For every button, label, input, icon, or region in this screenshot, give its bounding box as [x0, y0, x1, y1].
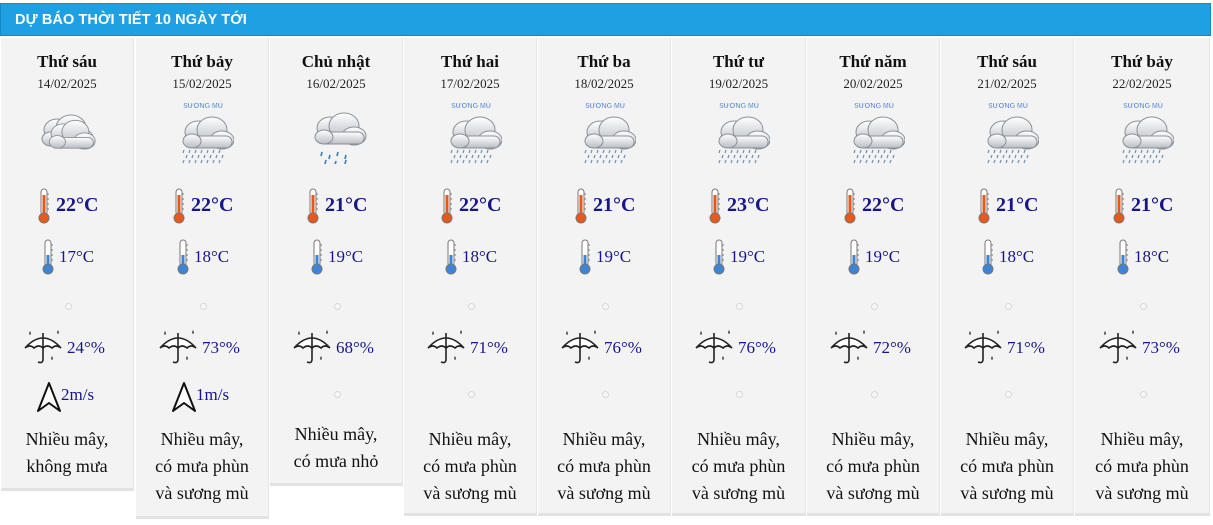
low-temp: 19°C [730, 247, 766, 266]
rain-chance: 76°% [738, 338, 776, 357]
description-line: Nhiều mây, [965, 429, 1049, 449]
separator-dot [736, 303, 743, 310]
day-column [807, 38, 940, 516]
separator-dot [1005, 303, 1012, 310]
umbrella-icon [962, 328, 1004, 366]
wind-speed: 2m/s [61, 385, 95, 404]
day-column [538, 38, 671, 516]
umbrella-icon [693, 328, 735, 366]
separator-dot [200, 303, 207, 310]
svg-text:SƯƠNG MÙ: SƯƠNG MÙ [1123, 103, 1163, 110]
description-line: có mưa phùn [155, 456, 249, 476]
day-date: 14/02/2025 [37, 76, 97, 91]
description-line: Nhiều mây, [428, 429, 512, 449]
separator-dot [468, 303, 475, 310]
rain-chance: 24°% [67, 338, 105, 357]
description-line: có mưa phùn [691, 456, 786, 476]
description-line: và sương mù [826, 483, 920, 503]
cloudy-icon [37, 100, 99, 164]
drizzle-fog-icon [440, 100, 502, 164]
day-name: Thứ hai [441, 52, 499, 71]
day-name: Thứ bảy [171, 52, 233, 71]
rain-chance: 73°% [202, 338, 240, 357]
description-line: có mưa phùn [557, 456, 651, 476]
day-name: Thứ tư [712, 52, 765, 71]
high-temp: 22°C [459, 194, 502, 216]
thermometer-low-icon [311, 239, 323, 275]
high-temp: 22°C [191, 194, 234, 216]
umbrella-icon [291, 328, 333, 366]
description-line: có mưa phùn [960, 456, 1054, 476]
description-line: và sương mù [557, 483, 651, 503]
low-temp: 18°C [1134, 247, 1170, 266]
thermometer-low-icon [982, 239, 994, 275]
umbrella-icon [22, 328, 64, 366]
drizzle-fog-icon [172, 100, 234, 164]
high-temp: 23°C [727, 194, 770, 216]
day-column [1, 38, 134, 491]
thermometer-low-icon [848, 239, 860, 275]
day-column [1075, 38, 1210, 516]
day-name: Thứ năm [839, 52, 907, 71]
description-line: có mưa phùn [423, 456, 517, 476]
separator-dot [871, 391, 878, 398]
day-date: 15/02/2025 [172, 76, 232, 91]
thermometer-low-icon [579, 239, 591, 275]
low-temp: 18°C [194, 247, 230, 266]
thermometer-high-icon [1113, 188, 1125, 224]
umbrella-icon [157, 328, 199, 366]
thermometer-low-icon [42, 239, 54, 275]
description-line: Nhiều mây, [697, 429, 780, 449]
low-temp: 19°C [328, 247, 364, 266]
umbrella-icon [425, 328, 467, 366]
thermometer-high-icon [978, 188, 990, 224]
thermometer-high-icon [575, 188, 587, 224]
high-temp: 21°C [325, 194, 368, 216]
thermometer-low-icon [445, 239, 457, 275]
low-temp: 18°C [999, 247, 1035, 266]
thermometer-low-icon [713, 239, 725, 275]
rain-chance: 71°% [1007, 338, 1045, 357]
rain-chance: 72°% [873, 338, 911, 357]
day-column [136, 38, 269, 519]
wind-arrow-icon [171, 381, 197, 413]
day-date: 20/02/2025 [843, 76, 903, 91]
day-column [404, 38, 537, 516]
low-temp: 19°C [865, 247, 901, 266]
low-temp: 19°C [596, 247, 632, 266]
rain-chance: 68°% [336, 338, 374, 357]
forecast-days [1, 38, 1211, 525]
description-line: không mưa [26, 456, 108, 476]
separator-dot [468, 391, 475, 398]
day-date: 18/02/2025 [574, 76, 634, 91]
drizzle-fog-icon [1112, 100, 1174, 164]
description-line: Nhiều mây, [831, 429, 915, 449]
description-line: có mưa phùn [1095, 456, 1189, 476]
day-column [672, 38, 806, 516]
day-column [941, 38, 1074, 516]
umbrella-icon [828, 328, 870, 366]
svg-text:SƯƠNG MÙ: SƯƠNG MÙ [451, 103, 491, 110]
description-line: Nhiều mây, [1100, 429, 1184, 449]
high-temp: 21°C [996, 194, 1039, 216]
description-line: và sương mù [691, 483, 786, 503]
description-line: Nhiều mây, [294, 424, 378, 444]
day-name: Thứ sáu [977, 52, 1037, 71]
light-rain-icon [306, 100, 368, 164]
separator-dot [65, 303, 72, 310]
wind-arrow-icon [36, 381, 62, 413]
description-line: Nhiều mây, [562, 429, 646, 449]
thermometer-high-icon [709, 188, 721, 224]
drizzle-fog-icon [708, 100, 770, 164]
thermometer-high-icon [307, 188, 319, 224]
forecast-title: DỰ BÁO THỜI TIẾT 10 NGÀY TỚI [15, 12, 247, 28]
separator-dot [334, 391, 341, 398]
umbrella-icon [559, 328, 601, 366]
svg-text:SƯƠNG MÙ: SƯƠNG MÙ [988, 103, 1028, 110]
drizzle-fog-icon [977, 100, 1039, 164]
wind-speed: 1m/s [196, 385, 230, 404]
thermometer-high-icon [173, 188, 185, 224]
day-date: 19/02/2025 [708, 76, 769, 91]
thermometer-high-icon [844, 188, 856, 224]
svg-text:SƯƠNG MÙ: SƯƠNG MÙ [719, 103, 759, 110]
svg-text:SƯƠNG MÙ: SƯƠNG MÙ [183, 103, 223, 110]
high-temp: 22°C [862, 194, 905, 216]
drizzle-fog-icon [843, 100, 905, 164]
day-date: 17/02/2025 [440, 76, 500, 91]
drizzle-fog-icon [574, 100, 636, 164]
day-column [270, 38, 403, 486]
separator-dot [602, 391, 609, 398]
description-line: và sương mù [423, 483, 517, 503]
separator-dot [1140, 391, 1147, 398]
description-line: và sương mù [1095, 483, 1189, 503]
umbrella-icon [1097, 328, 1139, 366]
separator-dot [871, 303, 878, 310]
description-line: Nhiều mây, [25, 429, 109, 449]
day-name: Thứ bảy [1111, 52, 1173, 71]
separator-dot [1140, 303, 1147, 310]
description-line: và sương mù [155, 483, 249, 503]
thermometer-low-icon [1117, 239, 1129, 275]
day-name: Thứ sáu [37, 52, 97, 71]
high-temp: 21°C [1131, 194, 1174, 216]
description-line: Nhiều mây, [160, 429, 244, 449]
high-temp: 21°C [593, 194, 636, 216]
svg-text:SƯƠNG MÙ: SƯƠNG MÙ [854, 103, 894, 110]
day-date: 21/02/2025 [977, 76, 1037, 91]
forecast-header [0, 3, 1211, 36]
thermometer-high-icon [38, 188, 50, 224]
day-date: 22/02/2025 [1112, 76, 1172, 91]
separator-dot [736, 391, 743, 398]
rain-chance: 71°% [470, 338, 508, 357]
rain-chance: 73°% [1142, 338, 1180, 357]
svg-text:SƯƠNG MÙ: SƯƠNG MÙ [585, 103, 625, 110]
description-line: có mưa phùn [826, 456, 920, 476]
thermometer-low-icon [177, 239, 189, 275]
description-line: có mưa nhỏ [293, 451, 379, 471]
separator-dot [334, 303, 341, 310]
day-name: Chủ nhật [301, 52, 371, 71]
high-temp: 22°C [56, 194, 99, 216]
separator-dot [1005, 391, 1012, 398]
low-temp: 18°C [462, 247, 498, 266]
low-temp: 17°C [59, 247, 95, 266]
thermometer-high-icon [441, 188, 453, 224]
rain-chance: 76°% [604, 338, 642, 357]
day-date: 16/02/2025 [306, 76, 366, 91]
description-line: và sương mù [960, 483, 1054, 503]
day-name: Thứ ba [577, 52, 631, 71]
separator-dot [602, 303, 609, 310]
